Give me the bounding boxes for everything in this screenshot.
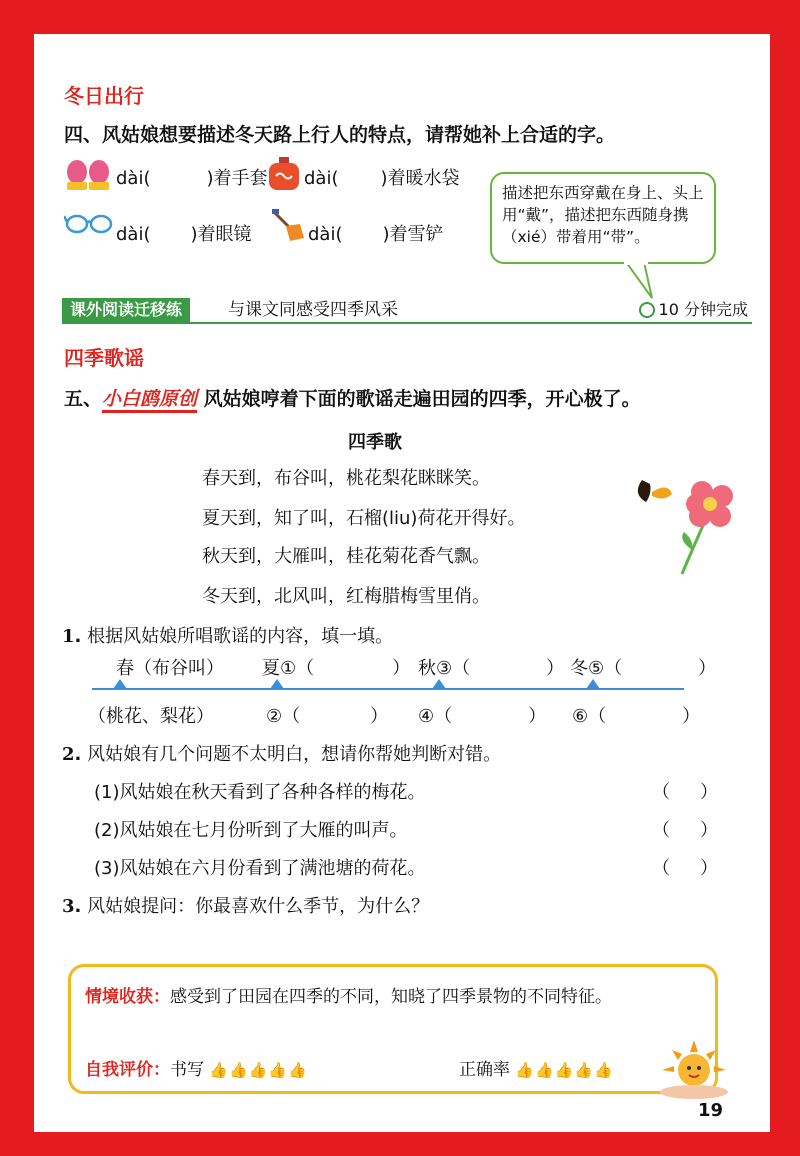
pinyin-4: dài( (308, 224, 343, 245)
timeline-blank-6[interactable] (572, 702, 700, 728)
butterfly-flower-illustration (630, 470, 740, 580)
writing-label: 书写 (170, 1060, 204, 1080)
blank-5-close: ） (698, 658, 717, 679)
blank-5-label: 冬⑤（ (570, 658, 623, 679)
alarm-clock-icon (639, 302, 655, 318)
sub-question-2: 2. 风姑娘有几个问题不太明白，想请你帮她判断对错。 (62, 744, 502, 765)
section-title-seasons: 四季歌谣 (64, 346, 144, 370)
worksheet-page (34, 34, 770, 1132)
judge-answer-2[interactable] (652, 816, 718, 842)
judge-paren-open-2: （ (652, 820, 670, 841)
timeline-marker-autumn (432, 679, 446, 689)
callout-tail (624, 262, 664, 302)
page-number: 19 (698, 1100, 724, 1121)
extra-reading-banner (62, 298, 752, 324)
sub-question-1: 1. 根据风姑娘所唱歌谣的内容，填一填。 (62, 626, 394, 647)
blank-1-close: ） (392, 658, 411, 679)
close-paren-2: ) (380, 168, 388, 189)
timer-text: 10 分钟完成 (658, 300, 748, 319)
close-paren-4: ) (382, 224, 390, 245)
blank-3-close: ） (546, 658, 565, 679)
mittens-icon (64, 158, 114, 192)
banner-text: 与课文同感受四季风采 (228, 300, 398, 320)
blank-item-1[interactable] (116, 164, 268, 190)
poem-title: 四季歌 (348, 432, 402, 453)
blank-2-close: ） (370, 706, 389, 727)
blank-1-label: 夏①（ (262, 658, 315, 679)
sub-question-3: 3. 风姑娘提问：你最喜欢什么季节，为什么？ (62, 896, 430, 917)
blank-4-label: ④（ (418, 706, 453, 727)
accuracy-row (459, 1055, 614, 1080)
glasses-icon (64, 210, 114, 236)
question-4-text: 四、风姑娘想要描述冬天路上行人的特点，请帮她补上合适的字。 (64, 124, 616, 146)
hint-callout: 描述把东西穿戴在身上、头上用“戴”，描述把东西随身携（xié）带着用“带”。 (490, 172, 716, 264)
timeline-marker-spring (113, 679, 127, 689)
timeline-blank-4[interactable] (418, 702, 546, 728)
item-2-text: 着暖水袋 (387, 168, 460, 189)
item-1-text: 着手套 (213, 168, 268, 189)
poem-line-1: 春天到，布谷叫，桃花梨花眯眯笑。 (202, 468, 490, 489)
blank-6-close: ） (682, 706, 701, 727)
judge-item-2: (2)风姑娘在七月份听到了大雁的叫声。 (94, 820, 408, 841)
writing-thumbs-icon[interactable]: 👍👍👍👍👍 (209, 1061, 308, 1079)
close-paren-3: ) (190, 224, 198, 245)
sub-2-text: 风姑娘有几个问题不太明白，想请你帮她判断对错。 (87, 744, 502, 765)
sub-3-text: 风姑娘提问：你最喜欢什么季节，为什么？ (87, 896, 430, 917)
judge-paren-close-2: ） (700, 820, 718, 841)
judge-item-3: (3)风姑娘在六月份看到了满池塘的荷花。 (94, 858, 426, 879)
question-5-text: 风姑娘哼着下面的歌谣走遍田园的四季，开心极了。 (203, 388, 641, 410)
timeline-blank-5[interactable] (570, 654, 716, 680)
poem-line-3: 秋天到，大雁叫，桂花菊花香气飘。 (202, 546, 490, 567)
poem-line-2: 夏天到，知了叫，石榴(liu)荷花开得好。 (202, 508, 526, 529)
blank-item-3[interactable] (116, 220, 252, 246)
question-5-line (64, 384, 641, 411)
judge-paren-close-3: ） (700, 858, 718, 879)
sub-1-text: 根据风姑娘所唱歌谣的内容，填一填。 (87, 626, 394, 647)
blank-3-label: 秋③（ (418, 658, 471, 679)
summary-label: 情境收获： (85, 987, 170, 1007)
original-badge: 小白鸥原创 (102, 388, 197, 413)
self-eval-row (85, 1055, 308, 1080)
self-eval-label: 自我评价： (85, 1060, 170, 1080)
pinyin-2: dài( (304, 168, 339, 189)
item-4-text: 着雪铲 (389, 224, 444, 245)
sub-1-number: 1 (62, 626, 75, 647)
sub-2-number: 2 (62, 744, 75, 765)
banner-tag: 课外阅读迁移练 (62, 298, 190, 322)
section-title-winter: 冬日出行 (64, 84, 144, 108)
hot-water-bottle-icon (266, 156, 302, 192)
banner-divider (210, 298, 218, 322)
close-paren-1: ) (206, 168, 214, 189)
blank-item-2[interactable] (304, 164, 460, 190)
timeline-blank-3[interactable] (418, 654, 564, 680)
sub-3-number: 3 (62, 896, 75, 917)
timeline-marker-winter (586, 679, 600, 689)
blank-item-4[interactable] (308, 220, 444, 246)
banner-timer (639, 298, 748, 322)
pinyin-3: dài( (116, 224, 151, 245)
poem-line-4: 冬天到，北风叫，红梅腊梅雪里俏。 (202, 586, 490, 607)
timeline-top-spring: 春（布谷叫） (116, 658, 224, 679)
timeline-blank-2[interactable] (266, 702, 388, 728)
question-5-prefix: 五、 (64, 388, 103, 410)
blank-2-label: ②（ (266, 706, 301, 727)
summary-text-block (85, 979, 705, 1015)
accuracy-thumbs-icon[interactable]: 👍👍👍👍👍 (515, 1061, 614, 1079)
judge-answer-1[interactable] (652, 778, 718, 804)
accuracy-label: 正确率 (459, 1060, 510, 1080)
judge-paren-close-1: ） (700, 782, 718, 803)
summary-text: 感受到了田园在四季的不同，知晓了四季景物的不同特征。 (170, 987, 612, 1007)
judge-paren-open-1: （ (652, 782, 670, 803)
item-3-text: 着眼镜 (197, 224, 252, 245)
judge-item-1: (1)风姑娘在秋天看到了各种各样的梅花。 (94, 782, 426, 803)
summary-box (68, 964, 718, 1094)
judge-answer-3[interactable] (652, 854, 718, 880)
blank-6-label: ⑥（ (572, 706, 607, 727)
pinyin-1: dài( (116, 168, 151, 189)
timeline-bottom-spring: （桃花、梨花） (88, 706, 214, 727)
banner-rule (62, 322, 752, 324)
timeline-blank-1[interactable] (262, 654, 410, 680)
sun-icon (656, 1038, 732, 1100)
timeline-marker-summer (270, 679, 284, 689)
answer-area-3[interactable] (94, 922, 714, 956)
snow-shovel-icon (270, 208, 306, 244)
judge-paren-open-3: （ (652, 858, 670, 879)
blank-4-close: ） (528, 706, 547, 727)
